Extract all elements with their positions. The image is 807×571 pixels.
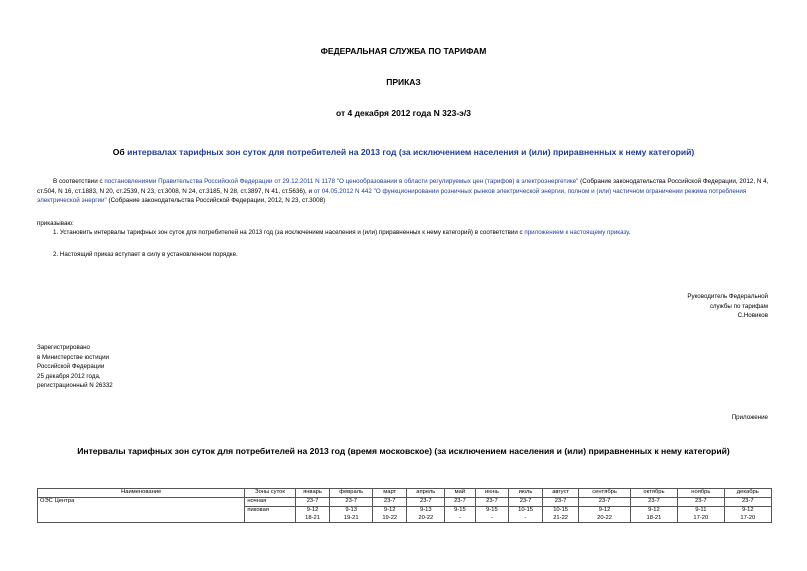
signature-line-1: Руководитель Федеральной: [687, 293, 768, 300]
region-cell: ОЭС Центра: [38, 498, 245, 523]
value-cell: 23-7: [678, 498, 724, 507]
peak-interval-2: 19-21: [343, 514, 359, 521]
doc-type-heading: ПРИКАЗ: [386, 77, 421, 87]
peak-interval-1: 9-11: [695, 507, 707, 513]
value-cell: 23-7: [579, 498, 630, 507]
peak-interval-2: 20-22: [418, 514, 434, 521]
registration-line-4: 25 декабря 2012 года,: [37, 372, 101, 380]
peak-interval-2: -: [490, 514, 493, 521]
col-header: март: [372, 489, 407, 498]
appendix-title: Интервалы тарифных зон суток для потребителей на 2013 год (время московское) (за исключением населения и (или) приравненных к нему категорий): [77, 446, 730, 456]
zone-cell: ночная: [245, 498, 295, 507]
col-header: апрель: [407, 489, 445, 498]
value-cell: [579, 507, 630, 523]
peak-interval-2: 18-21: [646, 514, 662, 521]
value-cell: 23-7: [330, 498, 373, 507]
col-header: август: [542, 489, 579, 498]
appendix-link[interactable]: приложением к настоящему приказу: [524, 229, 629, 236]
agency-heading: ФЕДЕРАЛЬНАЯ СЛУЖБА ПО ТАРИФАМ: [320, 46, 487, 56]
col-header: июль: [509, 489, 543, 498]
registration-line-5: регистрационный N 26332: [37, 382, 113, 390]
item-1-text: 1. Установить интервалы тарифных зон суток для потребителей на 2013 год (за исключением населения и (или) приравненных к нему категорий) в соответствии с: [53, 229, 525, 236]
preamble-paragraph: [37, 177, 773, 206]
value-cell: 23-7: [407, 498, 445, 507]
peak-interval-1: 9-12: [598, 507, 611, 513]
value-cell: [407, 507, 445, 523]
peak-interval-1: 10-15: [518, 507, 533, 513]
col-header: июнь: [475, 489, 509, 498]
col-header: октябрь: [630, 489, 677, 498]
col-header: Зоны суток: [245, 489, 295, 498]
peak-interval-2: 17-20: [693, 514, 709, 521]
peak-interval-1: 9-12: [383, 507, 396, 513]
value-cell: 23-7: [630, 498, 677, 507]
title-prefix: Об: [112, 147, 128, 157]
value-cell: [445, 507, 476, 523]
value-cell: [295, 507, 330, 523]
registration-line-2: в Министерстве юстиции: [37, 353, 110, 361]
peak-interval-1: 9-12: [741, 507, 754, 513]
col-header: май: [445, 489, 476, 498]
value-cell: 23-7: [372, 498, 407, 507]
peak-interval-2: -: [524, 514, 527, 521]
registration-line-3: Российской Федерации: [37, 363, 105, 371]
zone-cell: пиковая: [245, 507, 295, 523]
doc-date-number: от 4 декабря 2012 года N 323-э/3: [336, 108, 471, 118]
col-header: Наименование: [38, 489, 245, 498]
peak-interval-1: 9-15: [486, 507, 498, 513]
peak-interval-1: 9-12: [648, 507, 660, 513]
col-header: декабрь: [724, 489, 771, 498]
peak-interval-2: 21-22: [553, 514, 569, 521]
peak-interval-1: 9-13: [345, 507, 357, 513]
signature-line-2: службы по тарифам: [709, 302, 768, 310]
registration-block: [37, 343, 113, 391]
value-cell: 23-7: [295, 498, 330, 507]
order-item-1: [53, 228, 773, 238]
value-cell: 23-7: [475, 498, 509, 507]
peak-interval-1: 9-12: [306, 507, 319, 513]
col-header: январь: [295, 489, 330, 498]
value-cell: [509, 507, 543, 523]
title-link[interactable]: интервалах тарифных зон суток для потребителей на 2013 год (за исключением населения и (или) приравненных к нему категорий): [127, 147, 695, 157]
peak-interval-2: 17-20: [740, 514, 756, 521]
registration-line-1: Зарегистрировано: [37, 344, 90, 351]
document-title: [0, 147, 807, 157]
value-cell: [475, 507, 509, 523]
signature-block: [560, 292, 768, 321]
value-cell: [542, 507, 579, 523]
value-cell: 23-7: [542, 498, 579, 507]
peak-interval-2: 20-22: [597, 514, 612, 521]
preamble-text-1: В соответствии с: [53, 178, 105, 185]
col-header: сентябрь: [579, 489, 630, 498]
preamble-text-3: (Собрание законодательства Российской Федерации, 2012, N 23, ст.3008): [106, 197, 326, 204]
value-cell: 23-7: [509, 498, 543, 507]
appendix-label: Приложение: [731, 414, 768, 421]
peak-interval-1: 9-15: [454, 507, 466, 513]
table-row: [38, 498, 772, 507]
order-item-2: 2. Настоящий приказ вступает в силу в установленном порядке.: [53, 251, 238, 258]
decree-1178-link[interactable]: постановлениями Правительства Российской Федерации от 29.12.2011 N 1178 "О ценообразовании в области регулируемых цен (тарифов) в электроэнергетике": [104, 178, 579, 185]
peak-interval-2: 18-21: [305, 514, 320, 521]
peak-interval-2: -: [458, 514, 461, 521]
value-cell: [372, 507, 407, 523]
preamble-text-2: (Собрание законодательства Российской Федерации, 2012, N 4, ст.504, N 16, ст.1883, N 20, ст.2539, N 23, ст.3008, N 24, ст.3185, N 28, ст.3897, N 41, ст.5636), и: [37, 178, 769, 195]
tariff-zones-table: [37, 488, 772, 523]
decree-442-link[interactable]: от 04.05.2012 N 442 "О функционировании розничных рынков электрической энергии, полном и (или) частичном ограничении режима потребления электрической энергии": [37, 187, 747, 204]
col-header: февраль: [330, 489, 373, 498]
peak-interval-2: 19-22: [382, 514, 398, 521]
value-cell: [678, 507, 724, 523]
order-word: приказываю:: [37, 220, 74, 227]
value-cell: [630, 507, 677, 523]
value-cell: 23-7: [724, 498, 771, 507]
table-header-row: [38, 489, 772, 498]
peak-interval-1: 10-15: [553, 507, 569, 513]
col-header: ноябрь: [678, 489, 724, 498]
value-cell: [330, 507, 373, 523]
peak-interval-1: 9-13: [419, 507, 432, 513]
value-cell: [724, 507, 771, 523]
item-1-end: .: [628, 229, 631, 236]
value-cell: 23-7: [445, 498, 476, 507]
signature-name: С.Новиков: [737, 312, 768, 320]
